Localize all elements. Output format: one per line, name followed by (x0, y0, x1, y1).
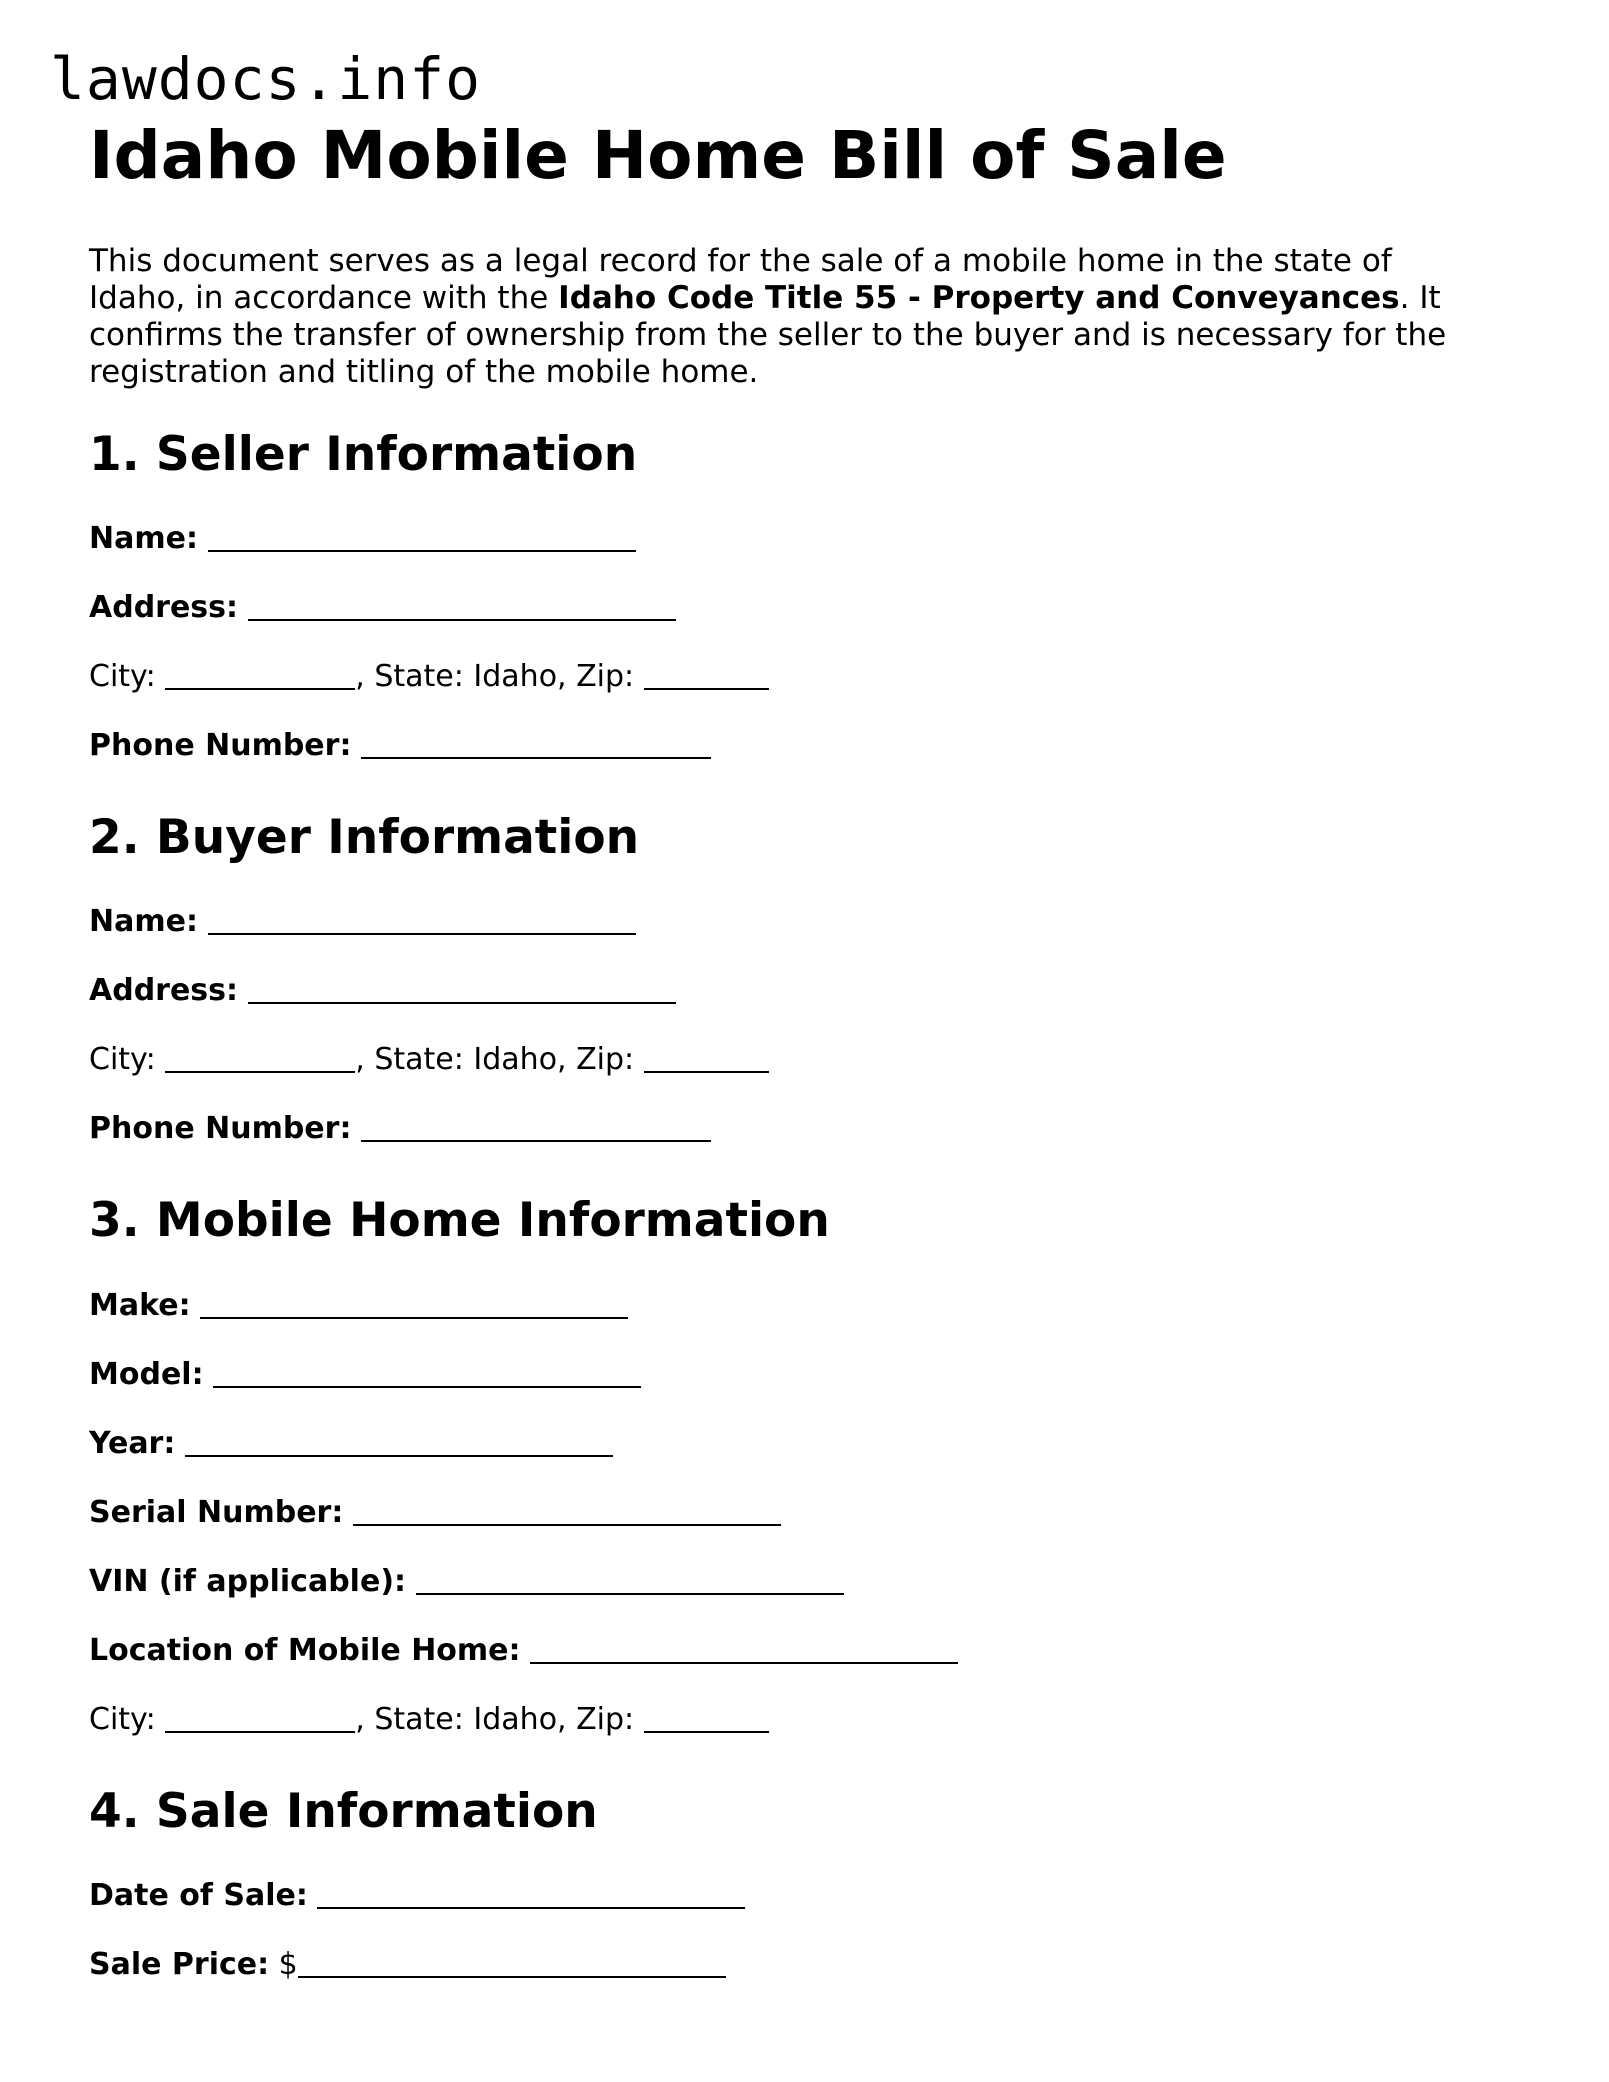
intro-code-reference: Idaho Code Title 55 - Property and Conveyances (558, 279, 1400, 316)
seller-address-label: Address: (89, 589, 239, 625)
sale-price-field[interactable] (298, 1948, 726, 1978)
home-model-row (89, 1355, 1529, 1395)
buyer-city-label: City: (89, 1042, 156, 1078)
buyer-name-row (89, 902, 1529, 942)
home-zip-field[interactable] (644, 1703, 769, 1733)
sale-date-row (89, 1876, 1529, 1916)
home-vin-field[interactable] (416, 1565, 844, 1595)
home-vin-label: VIN (if applicable): (89, 1563, 407, 1599)
sale-price-label: Sale Price: (89, 1947, 270, 1983)
seller-zip-field[interactable] (644, 660, 769, 690)
seller-name-row (89, 519, 1529, 559)
site-watermark: lawdocs.info (50, 45, 482, 113)
seller-address-field[interactable] (248, 591, 676, 621)
buyer-address-field[interactable] (248, 974, 676, 1004)
home-serial-row (89, 1493, 1529, 1533)
buyer-section-heading: 2. Buyer Information (89, 809, 640, 865)
home-city-field[interactable] (165, 1703, 355, 1733)
home-section-heading: 3. Mobile Home Information (89, 1193, 830, 1249)
buyer-zip-field[interactable] (644, 1043, 769, 1073)
document-page (89, 117, 1529, 1985)
home-city-label: City: (89, 1701, 156, 1737)
seller-name-field[interactable] (208, 522, 636, 552)
seller-address-row (89, 588, 1529, 628)
home-make-label: Make: (89, 1287, 191, 1323)
sale-date-field[interactable] (317, 1879, 745, 1909)
buyer-name-label: Name: (89, 904, 198, 940)
sale-price-currency: $ (278, 1947, 298, 1983)
home-serial-field[interactable] (353, 1496, 781, 1526)
home-year-label: Year: (89, 1425, 176, 1461)
home-location-row (89, 1631, 1529, 1671)
home-model-field[interactable] (213, 1358, 641, 1388)
seller-phone-row (89, 726, 1529, 766)
buyer-phone-label: Phone Number: (89, 1111, 352, 1147)
home-state-text: , State: Idaho, Zip: (355, 1701, 635, 1737)
sale-section-heading: 4. Sale Information (89, 1783, 598, 1839)
home-location-label: Location of Mobile Home: (89, 1632, 521, 1668)
intro-text-1: This document serves as a legal record for the sale of a mobile home in the state of Idaho, in accordance with the (89, 242, 1392, 316)
seller-city-row (89, 657, 1529, 697)
document-title: Idaho Mobile Home Bill of Sale (89, 117, 1227, 194)
buyer-address-row (89, 971, 1529, 1011)
home-location-field[interactable] (530, 1634, 958, 1664)
buyer-phone-field[interactable] (361, 1112, 711, 1142)
home-make-row (89, 1286, 1529, 1326)
home-vin-row (89, 1562, 1529, 1602)
home-year-field[interactable] (185, 1427, 613, 1457)
buyer-city-row (89, 1040, 1529, 1080)
intro-paragraph (89, 243, 1489, 391)
seller-city-field[interactable] (165, 660, 355, 690)
buyer-name-field[interactable] (208, 905, 636, 935)
seller-city-label: City: (89, 658, 156, 694)
buyer-city-field[interactable] (165, 1043, 355, 1073)
seller-name-label: Name: (89, 520, 198, 556)
sale-date-label: Date of Sale: (89, 1878, 308, 1914)
sale-price-row (89, 1945, 1529, 1985)
intro-text-2: . It confirms the transfer of ownership from the seller to the buyer and is necessary for the registration and titling of the mobile home. (89, 279, 1447, 390)
buyer-state-text: , State: Idaho, Zip: (355, 1042, 635, 1078)
home-year-row (89, 1424, 1529, 1464)
seller-section-heading: 1. Seller Information (89, 426, 638, 482)
seller-state-text: , State: Idaho, Zip: (355, 658, 635, 694)
seller-phone-label: Phone Number: (89, 727, 352, 763)
buyer-address-label: Address: (89, 973, 239, 1009)
home-model-label: Model: (89, 1356, 204, 1392)
home-serial-label: Serial Number: (89, 1494, 344, 1530)
buyer-phone-row (89, 1109, 1529, 1149)
seller-phone-field[interactable] (361, 729, 711, 759)
home-make-field[interactable] (200, 1289, 628, 1319)
home-city-row (89, 1700, 1529, 1740)
